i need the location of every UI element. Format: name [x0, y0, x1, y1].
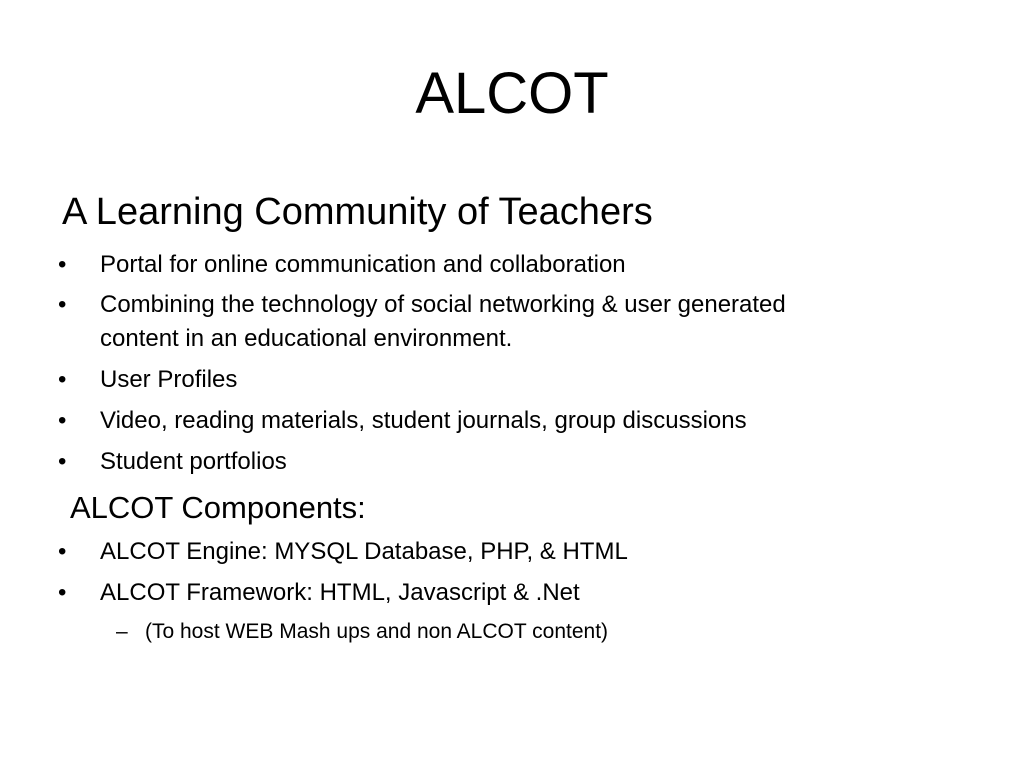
bullet-text: ALCOT Framework: HTML, Javascript & .Net — [100, 579, 580, 606]
bullet-icon: • — [58, 407, 67, 434]
bullet-item-user-profiles — [58, 363, 237, 397]
bullet-text: ALCOT Engine: MYSQL Database, PHP, & HTML — [100, 538, 628, 565]
bullet-item-student-portfolios — [58, 445, 287, 479]
bullet-item-video — [58, 404, 747, 438]
bullet-text: Portal for online communication and collaboration — [100, 251, 626, 278]
bullet-icon: • — [58, 251, 67, 278]
bullet-item-portal — [58, 248, 626, 282]
bullet-text-continued: content in an educational environment. — [100, 325, 513, 352]
dash-icon: – — [116, 620, 128, 643]
bullet-icon: • — [58, 448, 67, 475]
bullet-icon: • — [58, 291, 67, 318]
bullet-icon: • — [58, 579, 67, 606]
bullet-text: Combining the technology of social networking & user generated — [100, 291, 786, 318]
bullet-icon: • — [58, 538, 67, 565]
bullet-text: Video, reading materials, student journals, group discussions — [100, 407, 747, 434]
section-heading-alcot-components: ALCOT Components: — [70, 490, 366, 525]
bullet-item-combining — [58, 288, 786, 356]
bullet-item-alcot-framework — [58, 576, 580, 610]
bullet-item-alcot-engine — [58, 535, 628, 569]
bullet-text: Student portfolios — [100, 448, 287, 475]
sub-bullet-text: (To host WEB Mash ups and non ALCOT content) — [145, 620, 609, 643]
bullet-text: User Profiles — [100, 366, 238, 393]
sub-bullet-item-web-mashups — [116, 617, 608, 647]
slide-title: ALCOT — [415, 61, 609, 126]
section-heading-learning-community: A Learning Community of Teachers — [62, 191, 653, 233]
bullet-icon: • — [58, 366, 67, 393]
